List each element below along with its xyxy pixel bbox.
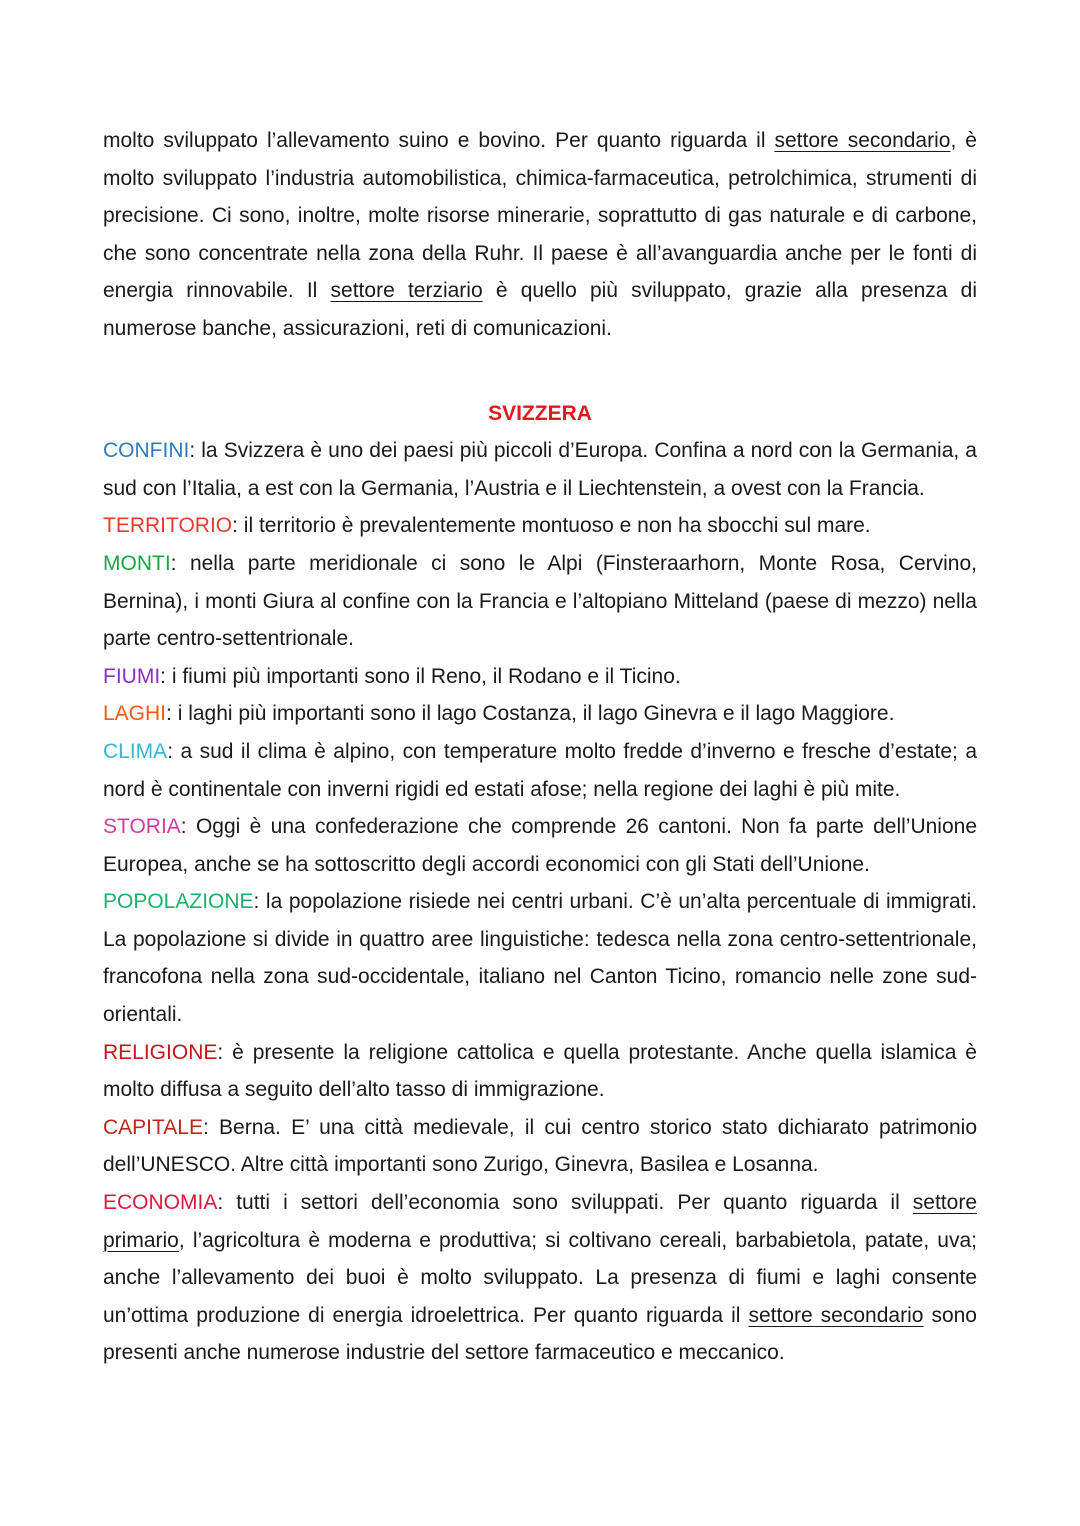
term-settore-primario: settore primario	[103, 1191, 977, 1252]
text-economia-1: : tutti i settori dell’economia sono sviluppati. Per quanto riguarda il	[217, 1191, 913, 1215]
section-laghi	[103, 695, 977, 733]
intro-paragraph	[103, 122, 977, 348]
intro-text-2: , è molto sviluppato l’industria automobilistica, chimica-farmaceutica, petrolchimica, strumenti di precisione. Ci sono, inoltre, molte risorse minerarie, soprattutto di gas naturale e di carbone, che sono concentrate nella zona della Ruhr. Il paese è all’avanguardia anche per le fonti di energia rinnovabile. Il	[103, 129, 977, 303]
section-fiumi	[103, 658, 977, 696]
text-clima: : a sud il clima è alpino, con temperature molto fredde d’inverno e fresche d’estate; a nord è continentale con inverni rigidi ed estati afose; nella regione dei laghi è più mite.	[103, 739, 977, 801]
text-fiumi: : i fiumi più importanti sono il Reno, il Rodano e il Ticino.	[160, 664, 681, 688]
section-capitale	[103, 1109, 977, 1184]
label-confini: CONFINI	[103, 439, 190, 463]
text-storia: : Oggi è una confederazione che comprende 26 cantoni. Non fa parte dell’Unione Europea, anche se ha sottoscritto degli accordi economici con gli Stati dell’Unione.	[103, 815, 977, 876]
section-territorio	[103, 507, 977, 545]
section-storia	[103, 808, 977, 883]
label-monti: MONTI	[103, 551, 171, 575]
text-capitale: : Berna. E’ una città medievale, il cui centro storico stato dichiarato patrimonio dell’UNESCO. Altre città importanti sono Zurigo, Ginevra, Basilea e Losanna.	[103, 1115, 977, 1177]
document-page	[103, 122, 977, 1372]
label-popolazione: POPOLAZIONE	[103, 890, 254, 914]
section-confini	[103, 432, 977, 507]
section-monti	[103, 545, 977, 658]
text-economia-3: sono presenti anche numerose industrie del settore farmaceutico e meccanico.	[103, 1303, 977, 1365]
label-laghi: LAGHI	[103, 702, 167, 726]
label-territorio: TERRITORIO	[103, 514, 233, 538]
term-settore-secondario-economia: settore secondario	[748, 1303, 924, 1327]
label-religione: RELIGIONE	[103, 1040, 218, 1064]
text-confini: : la Svizzera è uno dei paesi più piccoli d’Europa. Confina a nord con la Germania, a sud con l’Italia, a est con la Germania, l’Austria e il Liechtenstein, a ovest con la Francia.	[103, 439, 977, 500]
text-monti: : nella parte meridionale ci sono le Alpi (Finsteraarhorn, Monte Rosa, Cervino, Bernina), i monti Giura al confine con la Francia e l’altopiano Mitteland (paese di mezzo) nella parte centro-settentrionale.	[103, 551, 977, 651]
label-fiumi: FIUMI	[103, 664, 161, 688]
section-title: SVIZZERA	[488, 401, 592, 425]
term-settore-secondario: settore secondario	[774, 129, 951, 152]
intro-text-1: molto sviluppato l’allevamento suino e bovino. Per quanto riguarda il	[103, 129, 775, 152]
intro-text-3: è quello più sviluppato, grazie alla presenza di numerose banche, assicurazioni, reti di comunicazioni.	[103, 279, 977, 340]
text-popolazione: : la popolazione risiede nei centri urbani. C’è un’alta percentuale di immigrati. La popolazione si divide in quattro aree linguistiche: tedesca nella zona centro-settentrionale, francofona nella zona sud-occidentale, italiano nel Canton Ticino, romancio nelle zone sud-orientali.	[103, 890, 977, 1027]
text-territorio: : il territorio è prevalentemente montuoso e non ha sbocchi sul mare.	[232, 514, 871, 538]
label-clima: CLIMA	[103, 739, 168, 763]
term-settore-terziario: settore terziario	[330, 279, 483, 303]
text-economia-2: , l’agricoltura è moderna e produttiva; si coltivano cereali, barbabietola, patate, uva; anche l’allevamento dei buoi è molto sviluppato. La presenza di fiumi e laghi consente un’ottima produzione di energia idroelettrica. Per quanto riguarda il	[103, 1228, 977, 1327]
label-storia: STORIA	[103, 815, 181, 839]
label-capitale: CAPITALE	[103, 1115, 203, 1139]
section-religione	[103, 1034, 977, 1109]
section-popolazione	[103, 883, 977, 1033]
section-clima	[103, 733, 977, 808]
text-laghi: : i laghi più importanti sono il lago Costanza, il lago Ginevra e il lago Maggiore.	[166, 702, 895, 726]
text-religione: : è presente la religione cattolica e quella protestante. Anche quella islamica è molto diffusa a seguito dell’alto tasso di immigrazione.	[103, 1040, 977, 1102]
label-economia: ECONOMIA	[103, 1191, 218, 1215]
section-economia	[103, 1184, 977, 1372]
